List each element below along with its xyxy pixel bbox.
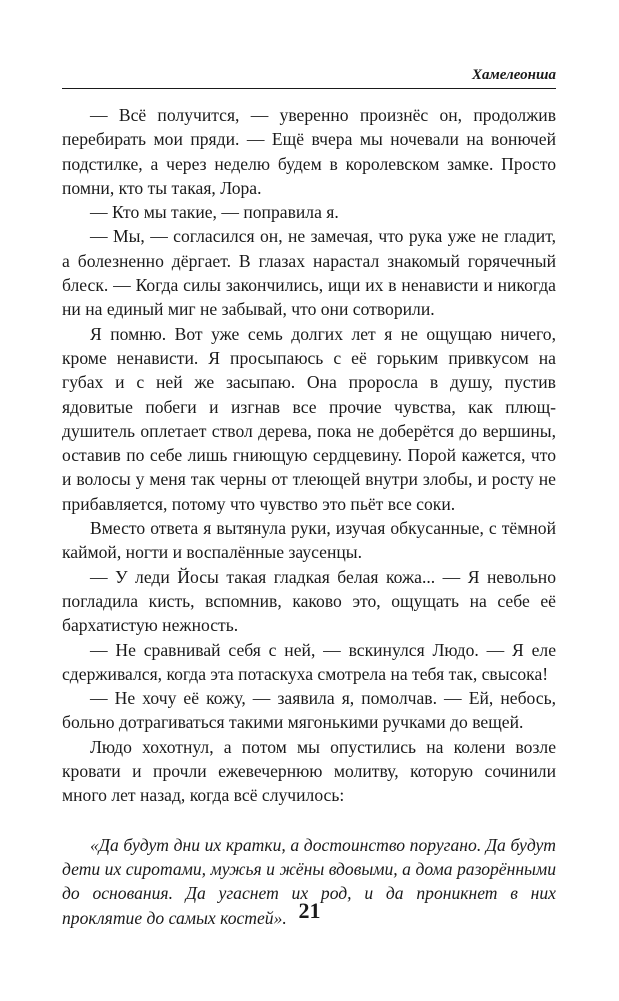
paragraph: — Не хочу её кожу, — заявила я, помолчав. — Ей, небось, больно дотрагиваться такими мягонькими ручками до вещей. [62,688,556,733]
prayer-quote: «Да будут дни их кратки, а достоинство поругано. Да будут дети их сиротами, мужья и жёны вдовыми, а дома разорёнными до основания. Да угаснет их род, и да проникнет в них проклятие до самых костей». [62,834,556,928]
paragraph: — Мы, — согласился он, не замечая, что рука уже не гладит, а болезненно дёргает. В глазах нарастал знакомый горячечный блеск. — Когда силы закончились, ищи их в ненависти и никогда ни на единый миг не забывай, что они сотворили. [62,226,556,320]
running-header: Хамелеонша [471,67,556,83]
paragraph: Людо хохотнул, а потом мы опустились на колени возле кровати и прочли ежевечернюю молитву, которую сочинили много лет назад, когда всё случилось: [62,736,556,806]
paragraph: Я помню. Вот уже семь долгих лет я не ощущаю ничего, кроме ненависти. Я просыпаюсь с её горьким привкусом на губах и с ней же засыпаю. Она проросла в душу, пустив ядовитые побеги и изгнав все прочие чувства, как плющ-душитель оплетает ствол дерева, пока не доберётся до вершины, оставив по себе лишь гниющую сердцевину. Порой кажется, что и волосы у меня так черны от тлеющей внутри злобы, и росту не прибавляется, потому что чувство это пьёт все соки. [62,323,556,514]
header-rule [62,88,556,89]
paragraph: — Не сравнивай себя с ней, — вскинулся Людо. — Я еле сдерживался, когда эта потаскуха смотрела на тебя так, свысока! [62,639,556,684]
paragraph: — У леди Йосы такая гладкая белая кожа... — Я невольно погладила кисть, вспомнив, каково это, ощущать на себе её бархатистую нежность. [62,566,556,636]
text-body [62,103,556,930]
paragraph: Вместо ответа я вытянула руки, изучая обкусанные, с тёмной каймой, ногти и воспалённые заусенцы. [62,518,556,563]
paragraph: — Кто мы такие, — поправила я. [90,202,339,223]
page-number: 21 [298,898,321,923]
paragraph: — Всё получится, — уверенно произнёс он, продолжив перебирать мои пряди. — Ещё вчера мы ночевали на вонючей подстилке, а через неделю будем в королевском замке. Просто помни, кто ты такая, Лора. [62,105,556,198]
